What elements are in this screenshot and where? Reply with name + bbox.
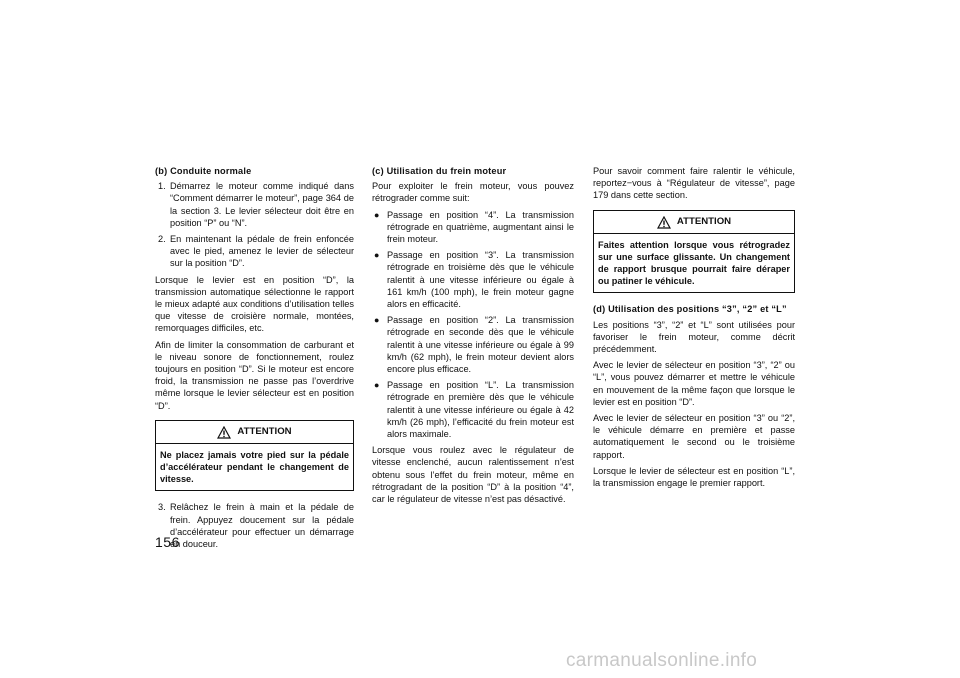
warning-triangle-icon (657, 216, 671, 229)
paragraph: Lorsque vous roulez avec le régulateur de vitesse enclenché, aucun ralentissement n’est obtenu sous l’effet du frein moteur, même en rétrogradant de la position “D” à la position “4”, car le régulateur de vitesse n’est pas désactivé. (372, 445, 574, 505)
bullet-text: Passage en position “L”. La transmission rétrograde en première dès que le véhicule ralentit à une vitesse inférieure ou égale à 42 km/h (26 mph), l’efficacité du frein moteur est alors maximale. (387, 380, 574, 440)
bullet-text: Passage en position “3”. La transmission rétrograde en troisième dès que le véhicule ralentit à une vitesse inférieure ou égale à 161 km/h (100 mph), le frein moteur gagne alors en efficacité. (387, 250, 574, 310)
section-heading-c: (c) Utilisation du frein moteur (372, 166, 507, 176)
attention-box (155, 420, 354, 492)
step-text: Démarrez le moteur comme indiqué dans “Comment démarrer le moteur”, page 364 de la section 3. Le levier sélecteur doit être en position “P” ou “N”. (170, 181, 354, 228)
section-heading-d: (d) Utilisation des positions “3”, “2” et “L” (593, 304, 787, 315)
warning-triangle-icon (217, 426, 231, 439)
attention-text: Ne placez jamais votre pied sur la pédale d’accélérateur pendant le changement de vitesse. (160, 449, 349, 485)
paragraph: Pour savoir comment faire ralentir le véhicule, reportez−vous à “Régulateur de vitesse”, page 179 dans cette section. (593, 166, 795, 201)
attention-title: ATTENTION (237, 426, 292, 438)
bullet-item (372, 314, 574, 375)
bullet-icon: ● (374, 380, 380, 391)
paragraph: Les positions “3”, “2” et “L” sont utilisées pour favoriser le frein moteur, comme décrit précédemment. (593, 319, 795, 355)
paragraph: Avec le levier de sélecteur en position “3” ou “2”, le véhicule démarre en première et passe automatiquement le second ou le troisième rapport. (593, 413, 795, 460)
bullet-item (372, 249, 574, 310)
step-number: 2. (158, 234, 166, 245)
attention-header (594, 211, 794, 234)
step-2 (155, 233, 354, 270)
paragraph: Lorsque le levier de sélecteur est en position “L”, la transmission engage le premier rapport. (593, 465, 795, 489)
step-3 (155, 501, 354, 550)
step-text: Relâchez le frein à main et la pédale de frein. Appuyez doucement sur la pédale d’accélérateur pour effectuer un démarrage en douceur. (170, 502, 354, 550)
attention-title: ATTENTION (676, 216, 732, 227)
bullet-text: Passage en position “2”. La transmission rétrograde en seconde dès que le véhicule ralentit à une vitesse inférieure ou égale à 99 km/h (62 mph), le frein moteur devient alors encore plus efficace. (387, 315, 574, 375)
step-text: En maintenant la pédale de frein enfoncée avec le pied, amenez le levier de sélecteur sur la position “D”. (170, 234, 354, 269)
step-number: 1. (158, 181, 166, 192)
watermark: carmanualsonline.info (566, 650, 758, 671)
step-number: 3. (158, 502, 166, 513)
bullet-icon: ● (374, 250, 380, 261)
column-left (155, 165, 354, 554)
paragraph: Pour exploiter le frein moteur, vous pouvez rétrograder comme suit: (372, 181, 574, 204)
page-number: 156 (155, 534, 180, 550)
bullet-text: Passage en position “4”. La transmission rétrograde en quatrième, augmentant ainsi le frein moteur. (387, 209, 574, 245)
attention-text: Faites attention lorsque vous rétrogradez sur une surface glissante. Un changement de rapport brusque pourrait faire déraper ou patiner le véhicule. (598, 239, 790, 287)
attention-header (156, 421, 353, 444)
attention-box (593, 210, 795, 294)
paragraph: Avec le levier de sélecteur en position “3”, “2” ou “L”, vous pouvez démarrer et mettre le véhicule en mouvement de la même façon que lorsque le levier est en position “D”. (593, 360, 795, 407)
step-1 (155, 180, 354, 229)
column-right (593, 165, 795, 493)
bullet-icon: ● (374, 315, 380, 326)
bullet-icon: ● (374, 209, 380, 220)
paragraph: Lorsque le levier est en position “D”, la transmission automatique sélectionne le rapport le mieux adapté aux conditions d’utilisation telles que vitesse de croisière normale, montées, remorquages difficiles, etc. (155, 274, 354, 334)
bullet-item (372, 379, 574, 440)
bullet-item (372, 209, 574, 246)
section-heading-b: (b) Conduite normale (155, 166, 252, 176)
column-middle (372, 165, 574, 509)
paragraph: Afin de limiter la consommation de carburant et le niveau sonore de fonctionnement, roulez toujours en position “D”. Si le moteur est encore froid, la transmission ne passe pas l’overdrive même lorsque le levier sélecteur est en position “D”. (155, 339, 354, 411)
